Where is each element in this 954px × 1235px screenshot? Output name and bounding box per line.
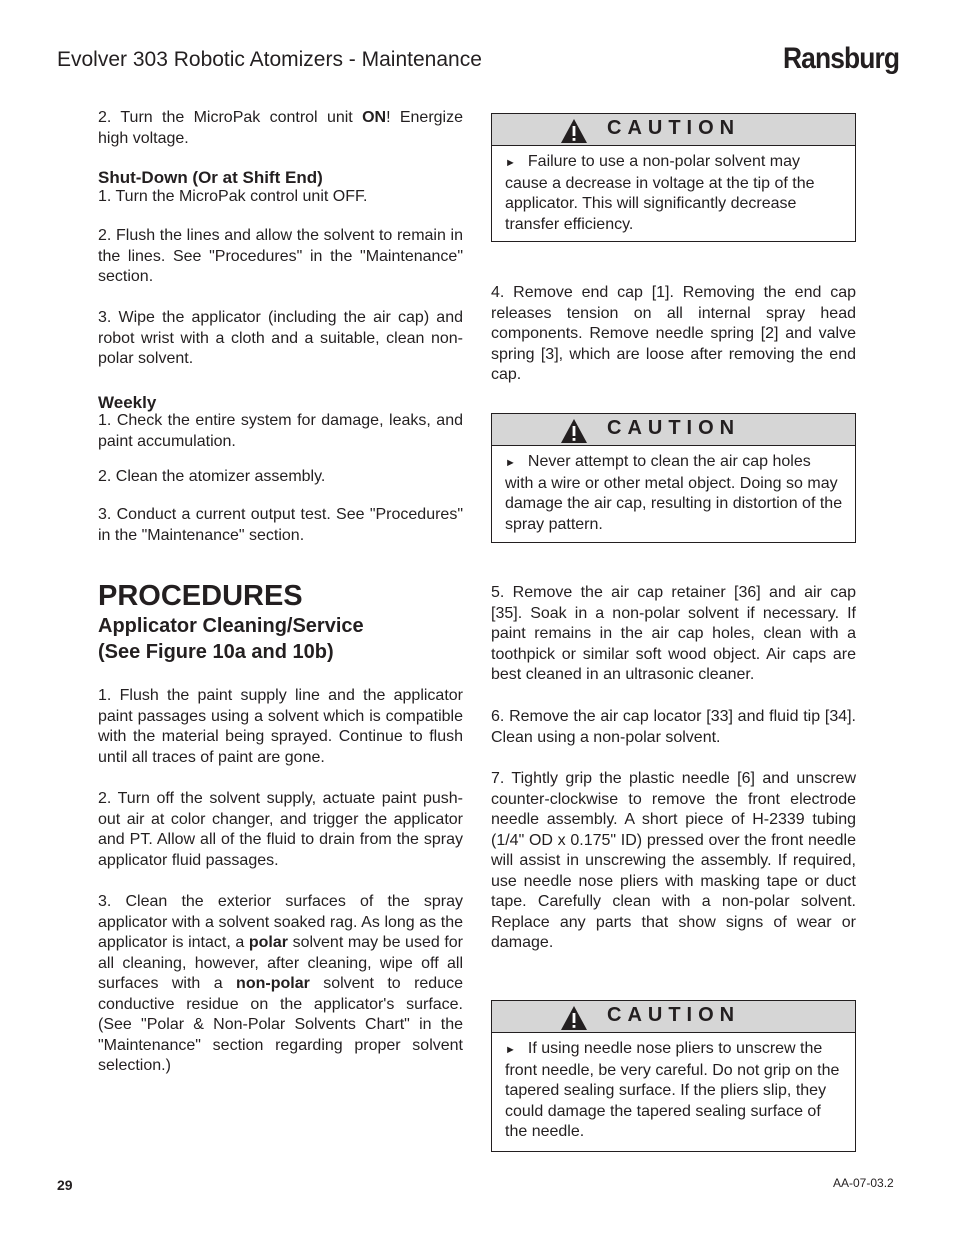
caution-text — [492, 446, 855, 545]
weekly-step-3: 3. Conduct a current output test. See "Procedures" in the "Maintenance" section. — [98, 506, 463, 544]
weekly-heading: Weekly — [98, 393, 157, 412]
procedure-step-3 — [98, 892, 463, 1077]
caution-1-text: Failure to use a non-polar solvent may cause a decrease in voltage at the tip of the applicator. This will significantly decrease transfer efficiency. — [505, 153, 815, 233]
procedure-step-4: 4. Remove end cap [1]. Removing the end cap releases tension on all internal spray head components. Remove needle spring [2] and valve spring [3], which are loose after removing the end cap. — [491, 284, 856, 383]
page-number: 29 — [57, 1177, 73, 1193]
shutdown-step-3: 3. Wipe the applicator (including the air cap) and robot wrist with a cloth and a suitable, clean non-polar solvent. — [98, 309, 463, 367]
non-polar-emphasis: non-polar — [236, 975, 310, 992]
weekly-step-2: 2. Clean the atomizer assembly. — [98, 468, 326, 485]
caution-text — [492, 146, 855, 245]
caution-2-text: Never attempt to clean the air cap holes with a wire or other metal object. Doing so may damage the air cap, resulting in distortion of the spray pattern. — [505, 453, 843, 533]
shutdown-step-1: 1. Turn the MicroPak control unit OFF. — [98, 188, 368, 205]
step-2-energize — [98, 108, 463, 149]
caution-label: CAUTION — [607, 117, 741, 139]
caution-box-1 — [491, 113, 856, 242]
procedure-step-7: 7. Tightly grip the plastic needle [6] and unscrew counter-clockwise to remove the front electrode needle assembly. A short piece of H-2339 tubing (1/4" OD x 0.175" ID) pressed over the front needle will assist in unscrewing the assembly. If required, use needle nose pliers with masking tape or duct tape. Carefully clean with a non-polar solvent. Replace any parts that show signs of wear or damage. — [491, 770, 856, 951]
caution-3-text: If using needle nose pliers to unscrew the front needle, be very careful. Do not grip on the tapered sealing surface. If the pliers slip, they could damage the tapered sealing surface of the needle. — [505, 1040, 840, 1140]
procedures-subheading — [98, 613, 364, 665]
warning-triangle-icon — [560, 118, 588, 144]
polar-emphasis: polar — [248, 934, 288, 951]
brand-logo: Ransburg — [783, 42, 900, 75]
bullet-arrow-icon: ► — [505, 1044, 516, 1056]
procedures-subheading-line-2: (See Figure 10a and 10b) — [98, 641, 334, 663]
document-code: AA-07-03.2 — [833, 1176, 894, 1190]
document-header-title: Evolver 303 Robotic Atomizers - Maintenance — [57, 48, 482, 71]
procedure-step-5: 5. Remove the air cap retainer [36] and air cap [35]. Soak in a non-polar solvent if necessary. If paint remains in the air cap holes, clean with a toothpick or similar soft wood object. Air caps are best cleaned in an ultrasonic cleaner. — [491, 584, 856, 683]
weekly-step-1: 1. Check the entire system for damage, leaks, and paint accumulation. — [98, 412, 463, 450]
step-2-text-end: ! Energize high voltage. — [98, 109, 463, 147]
procedures-heading: PROCEDURES — [98, 580, 303, 612]
step-2-text: 2. Turn the MicroPak control unit — [98, 109, 363, 126]
caution-header — [492, 414, 855, 446]
warning-triangle-icon — [560, 1005, 588, 1031]
procedures-subheading-line-1: Applicator Cleaning/Service — [98, 615, 364, 637]
step-2-on: ON — [362, 109, 387, 126]
caution-box-3 — [491, 1000, 856, 1152]
procedure-step-1: 1. Flush the paint supply line and the applicator paint passages using a solvent which is compatible with the material being sprayed. Continue to flush until all traces of paint are gone. — [98, 687, 463, 766]
procedure-step-6: 6. Remove the air cap locator [33] and fluid tip [34]. Clean using a non-polar solvent. — [491, 708, 856, 746]
caution-header — [492, 114, 855, 146]
bullet-arrow-icon: ► — [505, 457, 516, 469]
bullet-arrow-icon: ► — [505, 157, 516, 169]
procedure-step-3-part-a: 3. Clean the exterior surfaces of the spray applicator with a solvent soaked rag. As long as the applicator is intact, a — [98, 893, 463, 951]
procedure-step-2: 2. Turn off the solvent supply, actuate paint push-out air at color changer, and trigger the applicator and PT. Allow all of the fluid to drain from the spray applicator fluid passages. — [98, 790, 463, 869]
shutdown-step-2: 2. Flush the lines and allow the solvent to remain in the lines. See "Procedures" in the "Maintenance" section. — [98, 227, 463, 285]
warning-triangle-icon — [560, 418, 588, 444]
procedure-step-3-part-c: solvent to reduce conductive residue on the applicator's surface. (See "Polar & Non-Polar Solvents Chart" in the "Maintenance" section regarding proper solvent selection.) — [98, 975, 464, 1074]
caution-label: CAUTION — [607, 1004, 741, 1026]
caution-text — [492, 1033, 855, 1153]
caution-label: CAUTION — [607, 417, 741, 439]
caution-box-2 — [491, 413, 856, 543]
procedure-step-3-part-b: solvent may be used for all cleaning, however, after cleaning, wipe off all surfaces with a — [98, 934, 463, 992]
caution-header — [492, 1001, 855, 1033]
shutdown-heading: Shut-Down (Or at Shift End) — [98, 168, 323, 187]
